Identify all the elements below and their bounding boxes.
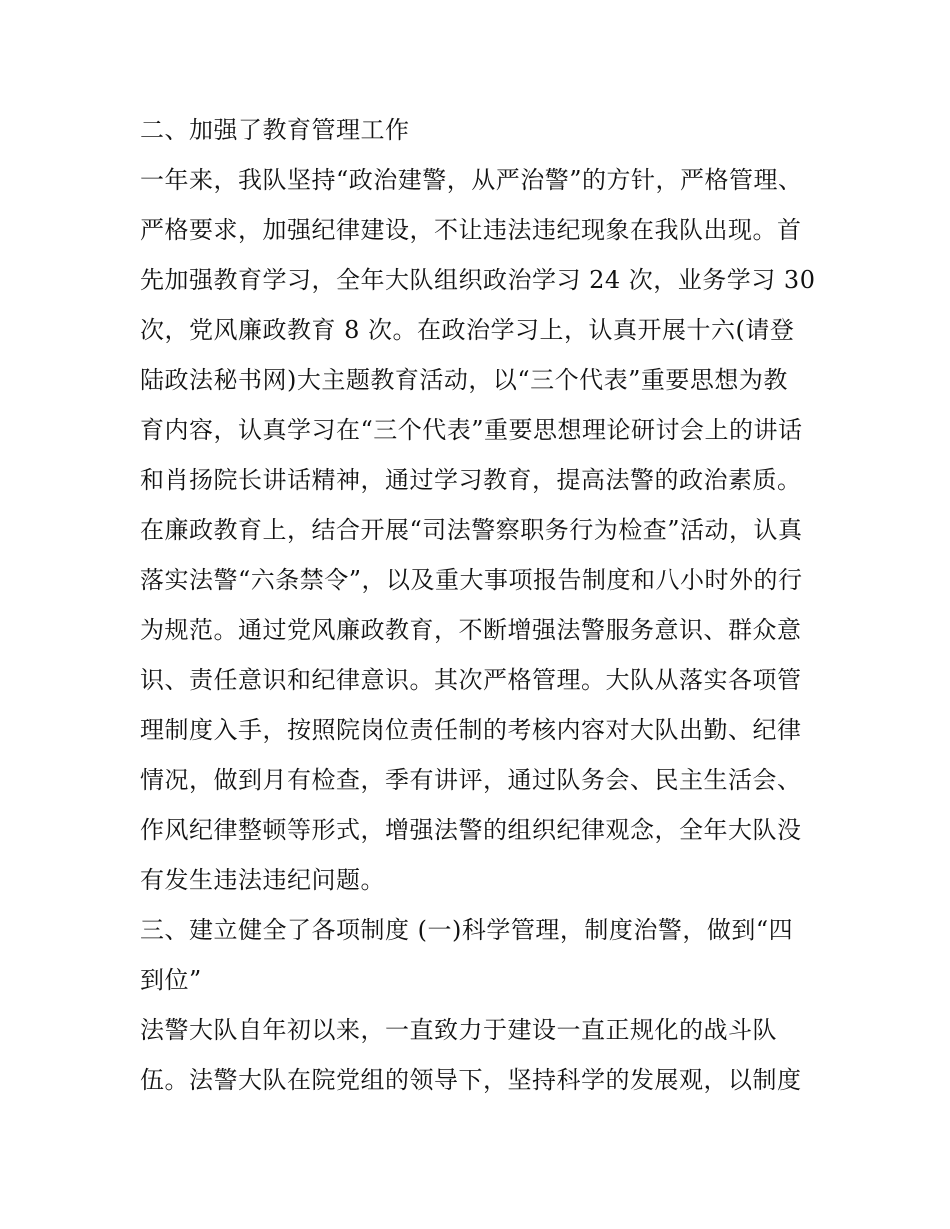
- section-heading: 三、建立健全了各项制度 (一)科学管理，制度治警，做到“四: [140, 916, 794, 944]
- text-line: 次，党风廉政教育 8 次。在政治学习上，认真开展十六(请登: [140, 316, 795, 344]
- text-line: 伍。法警大队在院党组的领导下，坚持科学的发展观，以制度: [140, 1066, 802, 1094]
- text-line: 理制度入手，按照院岗位责任制的考核内容对大队出勤、纪律: [140, 716, 802, 744]
- text-line: 作风纪律整顿等形式，增强法警的组织纪律观念，全年大队没: [140, 816, 802, 844]
- text-line: 和肖扬院长讲话精神，通过学习教育，提高法警的政治素质。: [140, 466, 802, 494]
- text-line: 一年来，我队坚持“政治建警，从严治警”的方针，严格管理、: [140, 166, 803, 194]
- section-heading: 二、加强了教育管理工作: [140, 116, 410, 144]
- section-heading-continuation: 到位”: [140, 966, 202, 994]
- text-line: 落实法警“六条禁令”，以及重大事项报告制度和八小时外的行: [140, 566, 803, 594]
- text-line: 严格要求，加强纪律建设，不让违法违纪现象在我队出现。首: [140, 216, 802, 244]
- text-line: 先加强教育学习，全年大队组织政治学习 24 次，业务学习 30: [140, 266, 816, 294]
- text-line: 陆政法秘书网)大主题教育活动，以“三个代表”重要思想为教: [140, 366, 788, 394]
- text-line: 为规范。通过党风廉政教育，不断增强法警服务意识、群众意: [140, 616, 802, 644]
- text-line: 情况，做到月有检查，季有讲评，通过队务会、民主生活会、: [140, 766, 802, 794]
- text-line: 在廉政教育上，结合开展“司法警察职务行为检查”活动，认真: [140, 516, 803, 544]
- text-line: 有发生违法违纪问题。: [140, 866, 385, 894]
- text-line: 法警大队自年初以来，一直致力于建设一直正规化的战斗队: [140, 1016, 777, 1044]
- text-line: 育内容，认真学习在“三个代表”重要思想理论研讨会上的讲话: [140, 416, 803, 444]
- text-line: 识、责任意识和纪律意识。其次严格管理。大队从落实各项管: [140, 666, 802, 694]
